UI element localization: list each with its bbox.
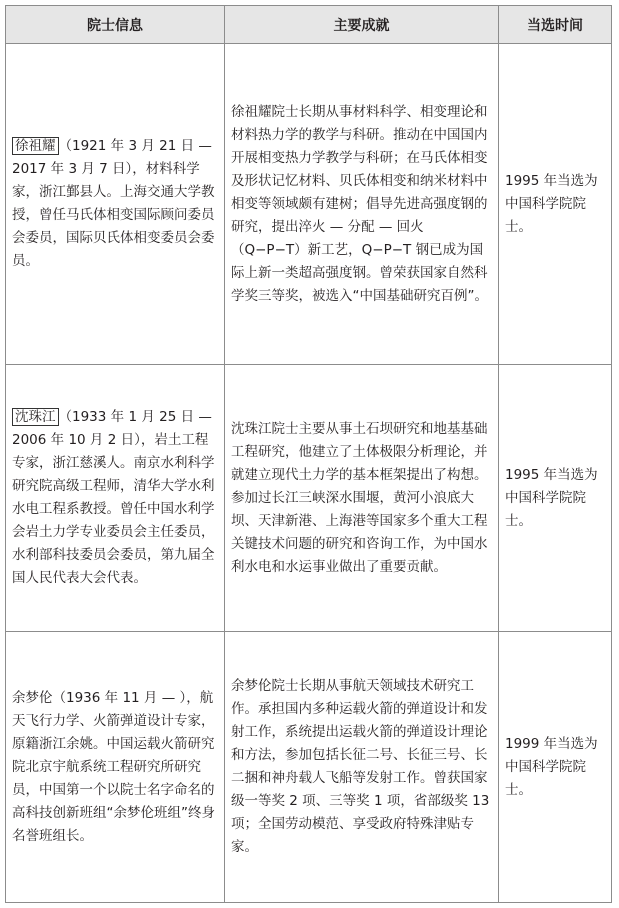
info-cell: [6, 632, 225, 903]
achievement-cell: 徐祖耀院士长期从事材料科学、相变理论和材料热力学的教学与科研。推动在中国国内开展相变热力学教学与科研；在马氏体相变及形状记忆材料、贝氏体相变和纳米材料中相变等领域颇有建树；倡导先进高强度钢的研究，提出淬火 — 分配 — 回火（Q−P−T）新工艺，Q−P−T 钢已成为国际上新一类超高强度钢。曾荣获国家自然科学奖三等奖，被选入“中国基础研究百例”。: [225, 44, 499, 365]
info-cell: [6, 44, 225, 365]
info-cell: [6, 365, 225, 632]
academician-info: （1921 年 3 月 21 日 — 2017 年 3 月 7 日），材料科学家，浙江鄞县人。上海交通大学教授，曾任马氏体相变国际顾问委员会委员，国际贝氏体相变委员会委员。: [12, 138, 215, 269]
header-info: 院士信息: [6, 6, 225, 44]
academician-name: 沈珠江: [12, 408, 59, 426]
election-time-cell: 1999 年当选为中国科学院院士。: [499, 632, 612, 903]
academician-name: 徐祖耀: [12, 137, 59, 155]
table-row: [6, 44, 612, 365]
header-achievement: 主要成就: [225, 6, 499, 44]
table-row: [6, 365, 612, 632]
header-time: 当选时间: [499, 6, 612, 44]
achievement-cell: 沈珠江院士主要从事土石坝研究和地基基础工程研究，他建立了土体极限分析理论，并就建立现代土力学的基本框架提出了构想。参加过长江三峡深水围堰，黄河小浪底大坝、天津新港、上海港等国家多个重大工程关键技术问题的研究和咨询工作，为中国水利水电和水运事业做出了重要贡献。: [225, 365, 499, 632]
election-time-cell: 1995 年当选为中国科学院院士。: [499, 44, 612, 365]
academician-name: 余梦伦: [12, 689, 53, 706]
header-row: [6, 6, 612, 44]
election-time-cell: 1995 年当选为中国科学院院士。: [499, 365, 612, 632]
table-row: [6, 632, 612, 903]
academician-table: [5, 5, 612, 903]
academician-info: （1936 年 11 月 — ），航天飞行力学、火箭弹道设计专家，原籍浙江余姚。中国运载火箭研究院北京宇航系统工程研究所研究员，中国第一个以院士名字命名的高科技创新班组“余梦伦班组”终身名誉班组长。: [12, 689, 215, 844]
academician-info: （1933 年 1 月 25 日 — 2006 年 10 月 2 日），岩土工程专家，浙江慈溪人。南京水利科学研究院高级工程师，清华大学水利水电工程系教授。曾任中国水利学会岩土力学专业委员会主任委员，水利部科技委员会委员，第九届全国人民代表大会代表。: [12, 409, 215, 586]
achievement-cell: 余梦伦院士长期从事航天领域技术研究工作。承担国内多种运载火箭的弹道设计和发射工作，系统提出运载火箭的弹道设计理论和方法，参加包括长征二号、长征三号、长二捆和神舟载人飞船等发射工作。曾获国家级一等奖 2 项、三等奖 1 项，省部级奖 13 项；全国劳动模范、享受政府特殊津贴专家。: [225, 632, 499, 903]
